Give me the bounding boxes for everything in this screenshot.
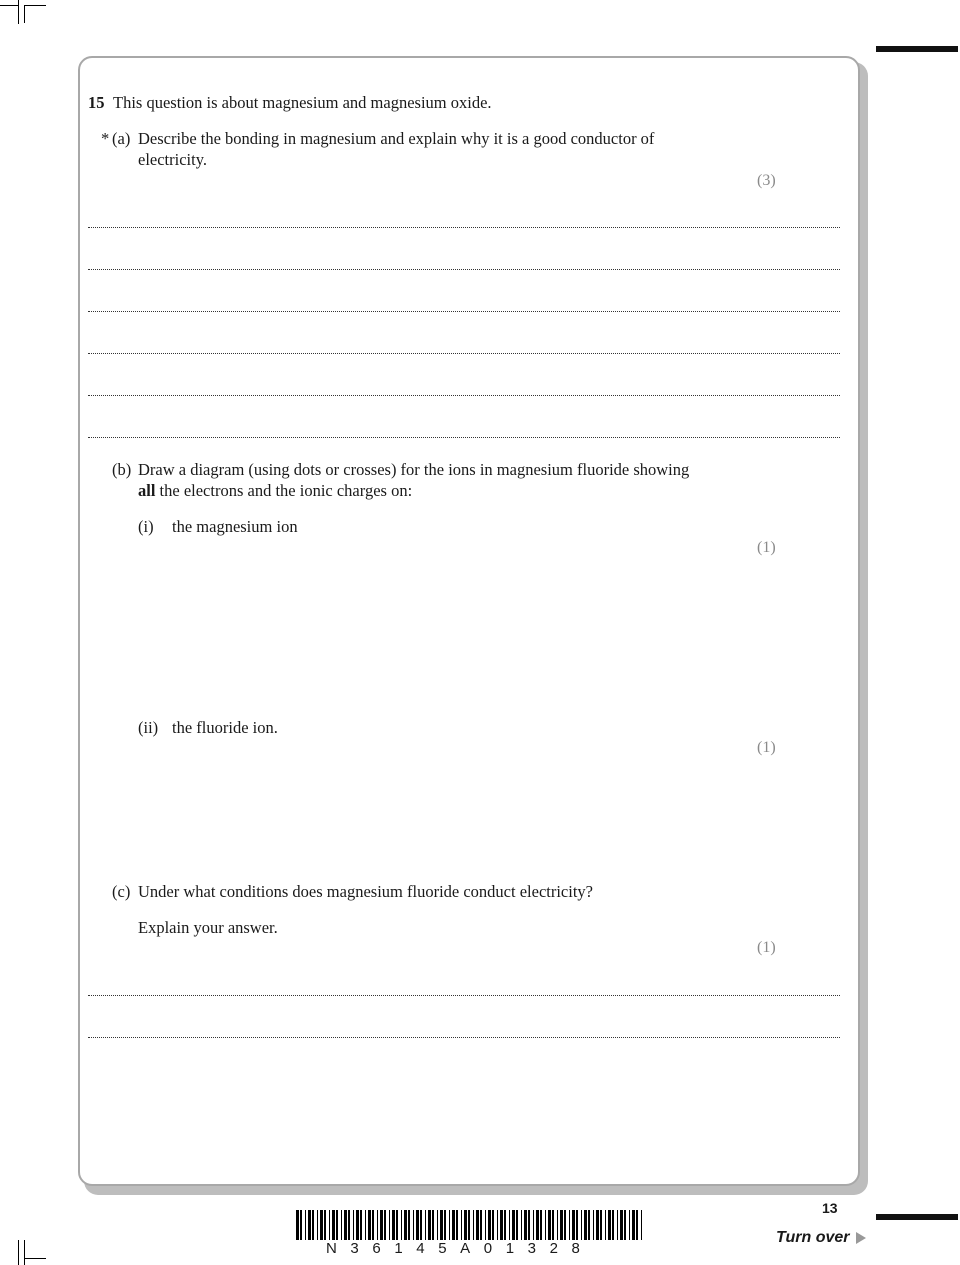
part-b-ii-label: (ii) [138, 718, 159, 737]
part-a-text-line2: electricity. [138, 150, 208, 169]
part-b-ii-marks: (1) [757, 739, 776, 756]
part-b-i-label: (i) [138, 517, 154, 536]
margin-bar [876, 1214, 958, 1220]
question-intro: This question is about magnesium and magnesium oxide. [113, 93, 492, 112]
part-b-text-line1: Draw a diagram (using dots or crosses) for the ions in magnesium fluoride showing [138, 460, 690, 479]
question-number: 15 [88, 93, 105, 112]
answer-line[interactable] [88, 353, 840, 354]
answer-line[interactable] [88, 227, 840, 228]
part-c-text-line2: Explain your answer. [138, 918, 278, 937]
part-b-i-marks: (1) [757, 539, 776, 556]
part-a-text-line1: Describe the bonding in magnesium and explain why it is a good conductor of [138, 129, 655, 148]
answer-line[interactable] [88, 269, 840, 270]
crop-mark [24, 5, 25, 23]
turn-over-label: Turn over [776, 1229, 850, 1246]
crop-mark [24, 1240, 25, 1265]
margin-bar [876, 46, 958, 52]
crop-mark [0, 5, 18, 6]
emphasis-all: all [138, 481, 156, 500]
part-b-i-text: the magnesium ion [172, 517, 298, 536]
crop-mark [24, 1258, 46, 1259]
barcode [296, 1210, 646, 1240]
part-c-text-line1: Under what conditions does magnesium fluoride conduct electricity? [138, 882, 593, 901]
turn-over [776, 1229, 866, 1247]
page-number: 13 [822, 1200, 838, 1216]
answer-line[interactable] [88, 437, 840, 438]
crop-mark [18, 1240, 19, 1265]
part-b-label: (b) [112, 460, 132, 479]
answer-line[interactable] [88, 395, 840, 396]
part-c-label: (c) [112, 882, 131, 901]
diagram-area-fluoride[interactable] [138, 770, 838, 870]
part-b-text-line2-rest: the electrons and the ionic charges on: [155, 481, 413, 500]
answer-line[interactable] [88, 995, 840, 996]
quality-star: * [101, 129, 110, 148]
diagram-area-magnesium[interactable] [138, 570, 838, 710]
answer-line[interactable] [88, 1037, 840, 1038]
part-b-text-line2 [138, 481, 412, 501]
part-b-ii-text: the fluoride ion. [172, 718, 278, 737]
part-a-label: (a) [112, 129, 131, 148]
answer-line[interactable] [88, 311, 840, 312]
arrow-right-icon [856, 1232, 866, 1244]
part-c-marks: (1) [757, 939, 776, 956]
part-a-marks: (3) [757, 172, 776, 189]
crop-mark [24, 5, 46, 6]
barcode-text: N36145A01328 [326, 1240, 594, 1257]
crop-mark [18, 0, 19, 24]
